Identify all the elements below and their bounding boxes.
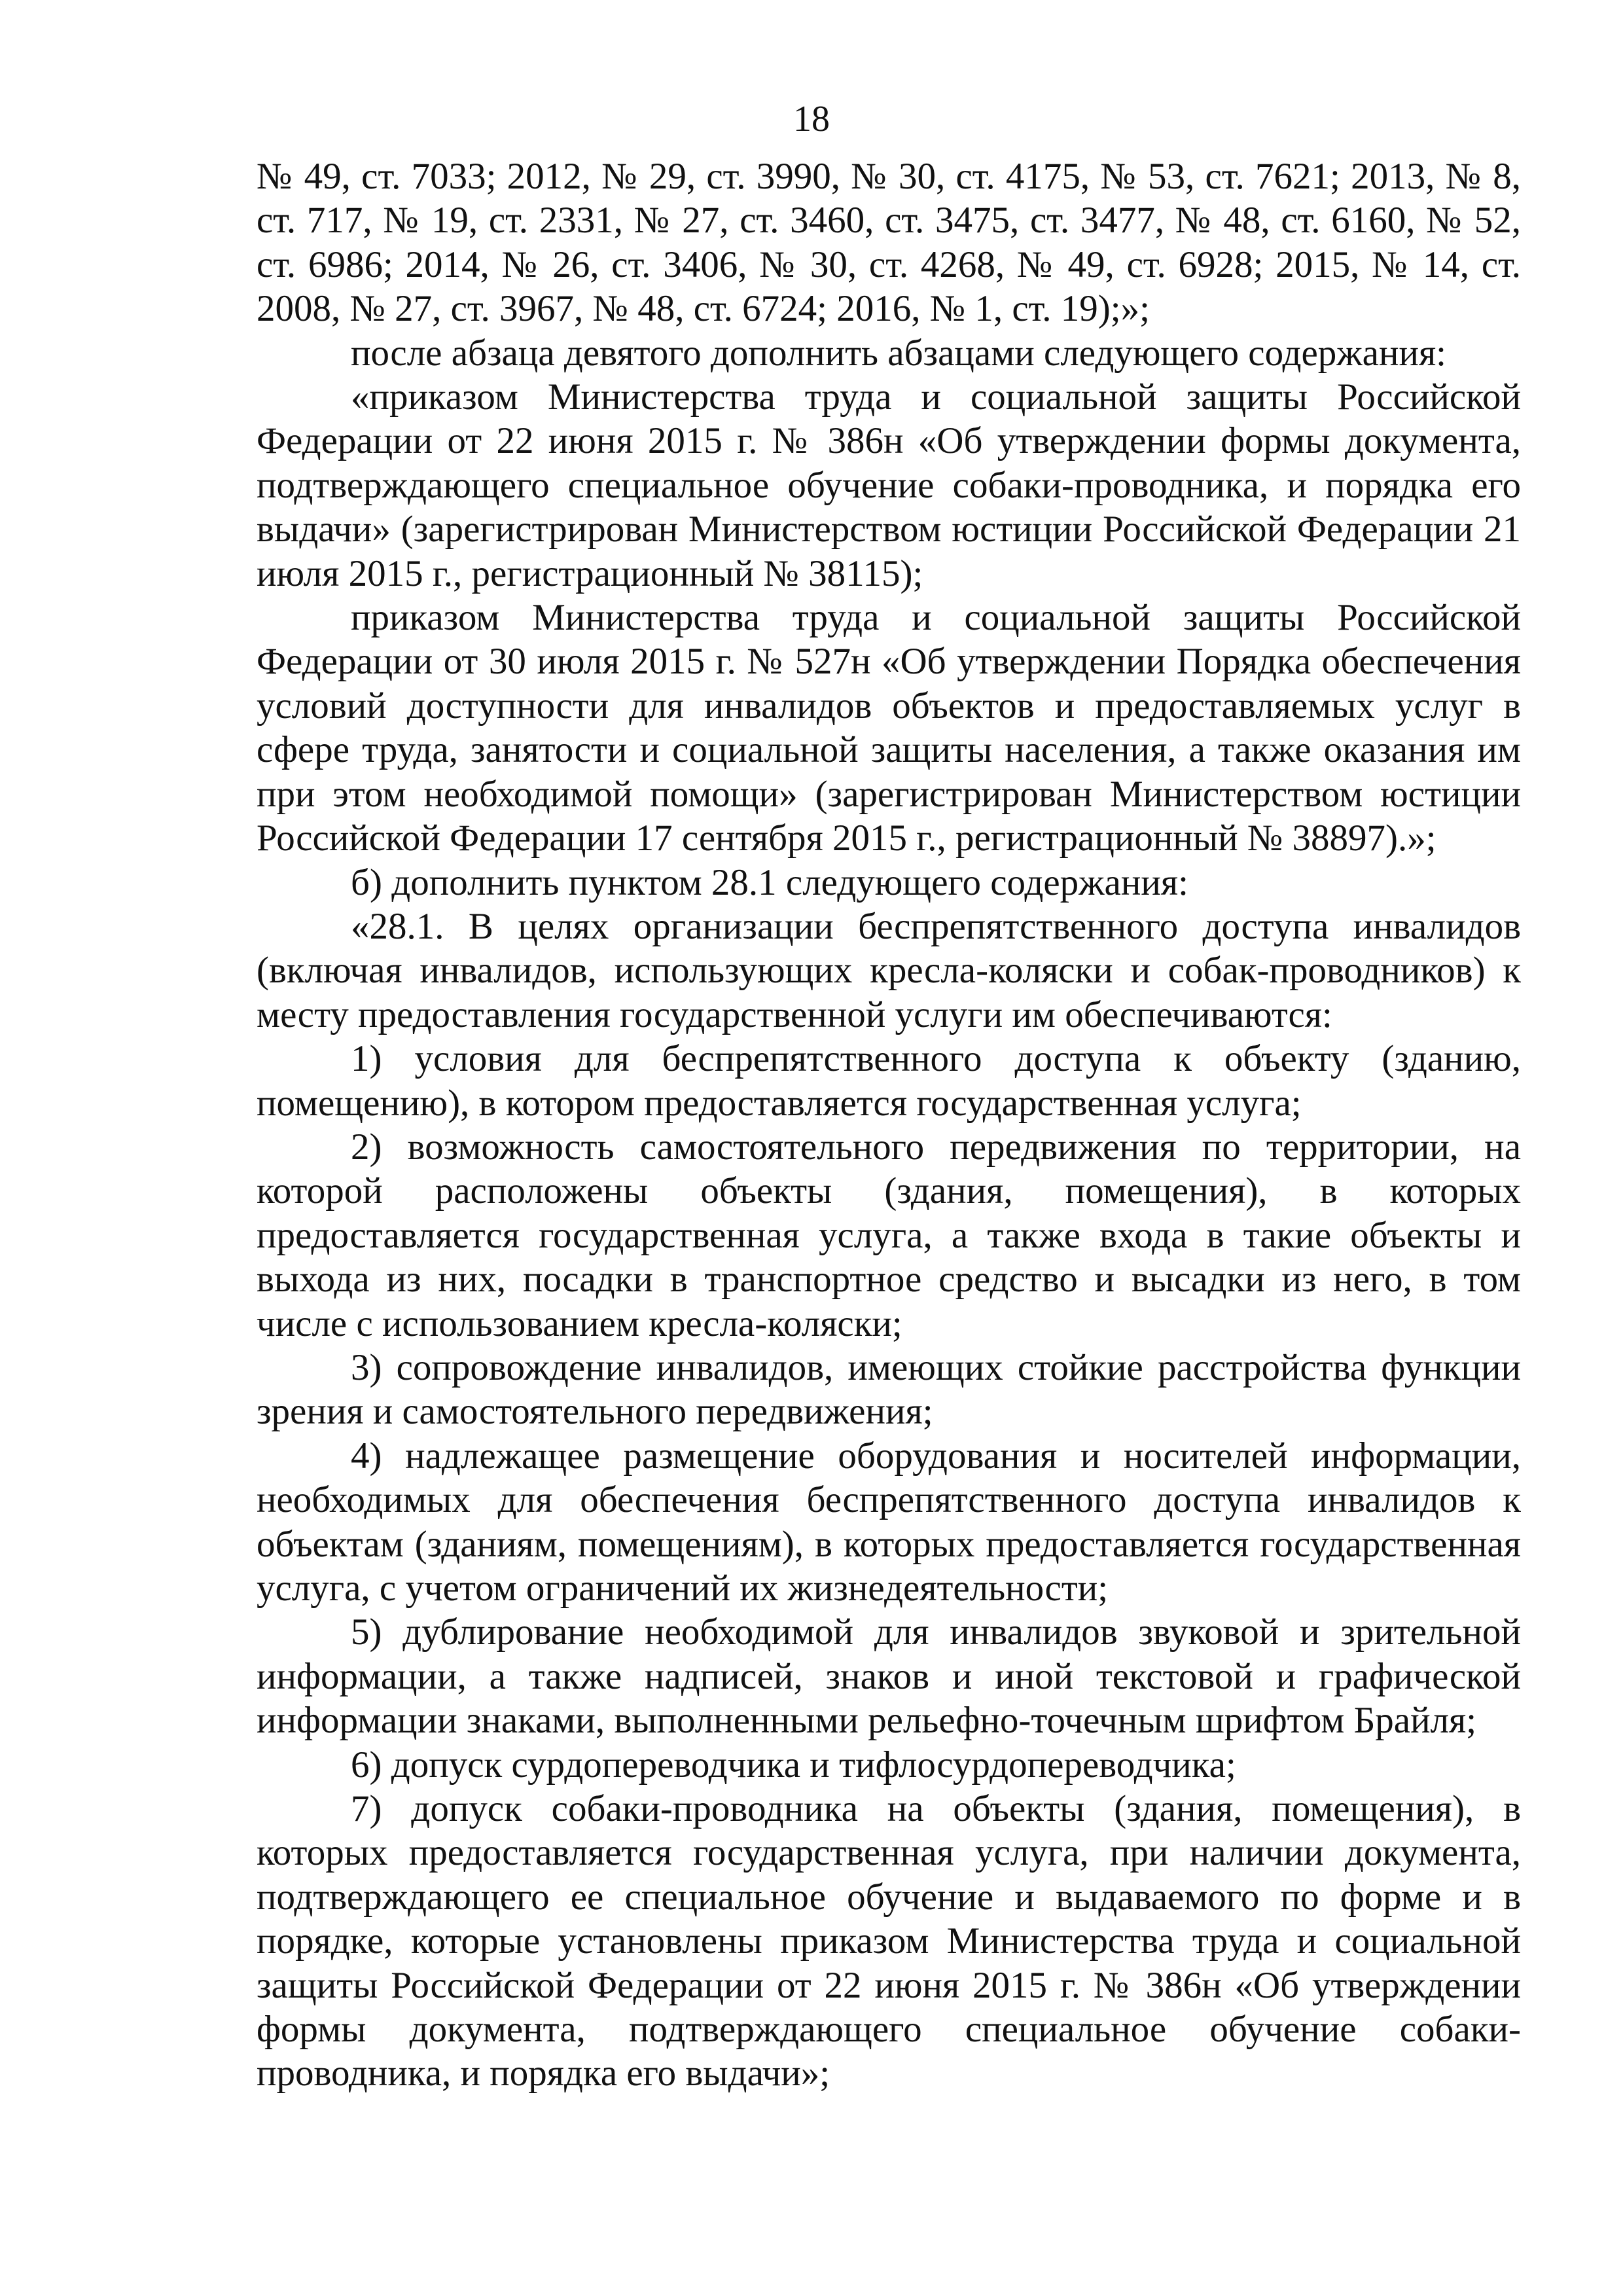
paragraph-clause-28-1: «28.1. В целях организации беспрепятственного доступа инвалидов (включая инвалидов, использующих кресла-коляски и собак-проводников) к месту предоставления государственной услуги им обеспечиваются:	[257, 905, 1521, 1035]
document-body	[257, 154, 1521, 2096]
paragraph-order-527n: приказом Министерства труда и социальной защиты Российской Федерации от 30 июля 2015 г. № 527н «Об утверждении Порядка обеспечения условий доступности для инвалидов объектов и предоставляемых услуг в сфере труда, занятости и социальной защиты населения, а также оказания им при этом необходимой помощи» (зарегистрирован Министерством юстиции Российской Федерации 17 сентября 2015 г., регистрационный № 38897).»;	[257, 597, 1521, 859]
list-item-1: 1) условия для беспрепятственного доступа к объекту (зданию, помещению), в котором предоставляется государственная услуга;	[257, 1038, 1521, 1124]
page-number: 18	[793, 99, 830, 139]
list-item-4: 4) надлежащее размещение оборудования и носителей информации, необходимых для обеспечения беспрепятственного доступа инвалидов к объектам (зданиям, помещениям), в которых предоставляется государственная услуга, с учетом ограничений их жизнедеятельности;	[257, 1435, 1521, 1609]
paragraph-order-386n: «приказом Министерства труда и социальной защиты Российской Федерации от 22 июня 2015 г. № 386н «Об утверждении формы документа, подтверждающего специальное обучение собаки-проводника, и порядка его выдачи» (зарегистрирован Министерством юстиции Российской Федерации 21 июля 2015 г., регистрационный № 38115);	[257, 376, 1521, 594]
list-item-5: 5) дублирование необходимой для инвалидов звуковой и зрительной информации, а также надписей, знаков и иной текстовой и графической информации знаками, выполненными рельефно-точечным шрифтом Брайля;	[257, 1611, 1521, 1742]
paragraph-item-b: б) дополнить пунктом 28.1 следующего содержания:	[351, 861, 1188, 903]
list-item-2: 2) возможность самостоятельного передвижения по территории, на которой расположены объекты (здания, помещения), в которых предоставляется государственная услуга, а также входа в такие объекты и выхода из них, посадки в транспортное средство и высадки из него, в том числе с использованием кресла-коляски;	[257, 1126, 1521, 1344]
list-item-6: 6) допуск сурдопереводчика и тифлосурдопереводчика;	[351, 1744, 1236, 1785]
paragraph-amendment-instruction: после абзаца девятого дополнить абзацами следующего содержания:	[351, 332, 1447, 374]
list-item-3: 3) сопровождение инвалидов, имеющих стойкие расстройства функции зрения и самостоятельного передвижения;	[257, 1346, 1521, 1433]
paragraph-citation-continuation: № 49, ст. 7033; 2012, № 29, ст. 3990, № 30, ст. 4175, № 53, ст. 7621; 2013, № 8, ст. 717, № 19, ст. 2331, № 27, ст. 3460, ст. 3475, ст. 3477, № 48, ст. 6160, № 52, ст. 6986; 2014, № 26, ст. 3406, № 30, ст. 4268, № 49, ст. 6928; 2015, № 14, ст. 2008, № 27, ст. 3967, № 48, ст. 6724; 2016, № 1, ст. 19);»;	[257, 156, 1521, 330]
list-item-7: 7) допуск собаки-проводника на объекты (здания, помещения), в которых предоставляется государственная услуга, при наличии документа, подтверждающего ее специальное обучение и выдаваемого по форме и в порядке, которые установлены приказом Министерства труда и социальной защиты Российской Федерации от 22 июня 2015 г. № 386н «Об утверждении формы документа, подтверждающего специальное обучение собаки-проводника, и порядка его выдачи»;	[257, 1788, 1521, 2094]
